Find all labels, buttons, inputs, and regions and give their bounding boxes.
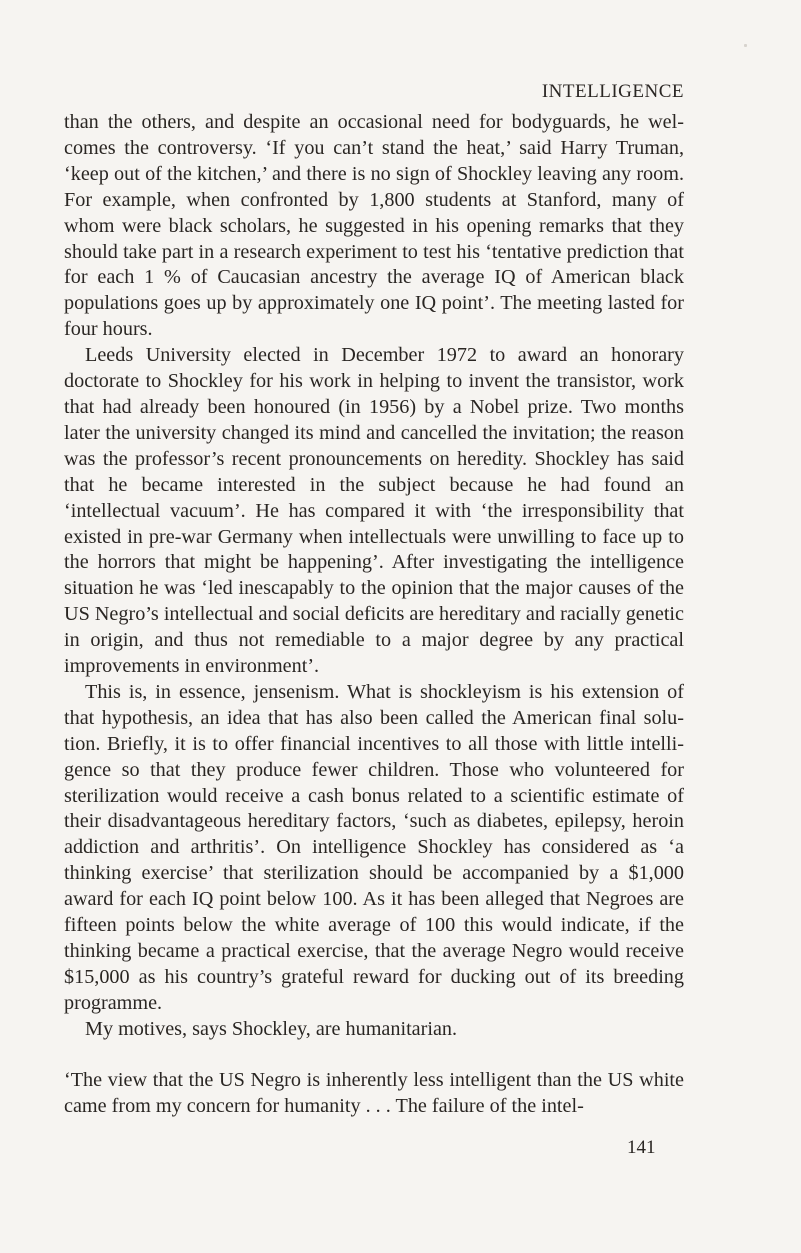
block-quote: ‘The view that the US Negro is inherently less intelligent than the US white came from my concern for humanity . . . The failure of the intel- [64,1068,684,1117]
scan-speck [744,44,747,47]
body-text [64,110,684,1119]
paragraph-4: My motives, says Shockley, are humanitarian. [85,1017,458,1040]
paragraph-1: than the others, and despite an occasional need for bodyguards, he welcomes the controversy. ‘If you can’t stand the heat,’ said Harry Truman, ‘keep out of the kitchen,’ and there is no sign of Shockley leaving any room. For example, when confronted by 1,800 students at Stanford, many of whom were black scholars, he suggested in his opening remarks that they should take part in a research experiment to test his ‘tentative prediction that for each 1 % of Caucasian ancestry the average IQ of American black populations goes up by approximately one IQ point’. The meeting lasted for four hours. [64,111,684,341]
page-number: 141 [627,1137,656,1158]
running-head: INTELLIGENCE [541,81,684,102]
paragraph-2: Leeds University elected in December 1972 to award an honorary doctorate to Shockley for his work in helping to invent the transistor, work that had already been honoured (in 1956) by a Nobel prize. Two months later the university changed its mind and cancelled the invitation; the reason was the professor’s recent pronouncements on heredity. Shockley has said that he became interested in the subject because he had found an ‘intellectual vacuum’. He has compared it with ‘the irresponsibility that existed in pre-war Germany when intellectuals were unwilling to face up to the horrors that might be happening’. After investigating the intelligence situation he was ‘led inescapably to the opinion that the major causes of the US Negro’s intellectual and social deficits are hereditary and racially genetic in origin, and thus not remediable to a major degree by any practical improvements in environment’. [64,344,684,678]
paragraph-3: This is, in essence, jensenism. What is shockleyism is his extension of that hypothesis, an idea that has also been called the American final solution. Briefly, it is to offer financial incentives to all those with little intelligence so that they produce fewer children. Those who volunteered for sterilization would receive a cash bonus related to a scientific estimate of their disadvantageous hereditary factors, ‘such as diabetes, epilepsy, heroin addiction and arthritis’. On intelligence Shockley has considered as ‘a thinking exercise’ that sterilization should be accompanied by a $1,000 award for each IQ point below 100. As it has been alleged that Negroes are fifteen points below the white average of 100 this would indicate, if the thinking became a practical exercise, that the average Negro would receive $15,000 as his country’s grateful reward for ducking out of its breeding programme. [64,680,684,1014]
